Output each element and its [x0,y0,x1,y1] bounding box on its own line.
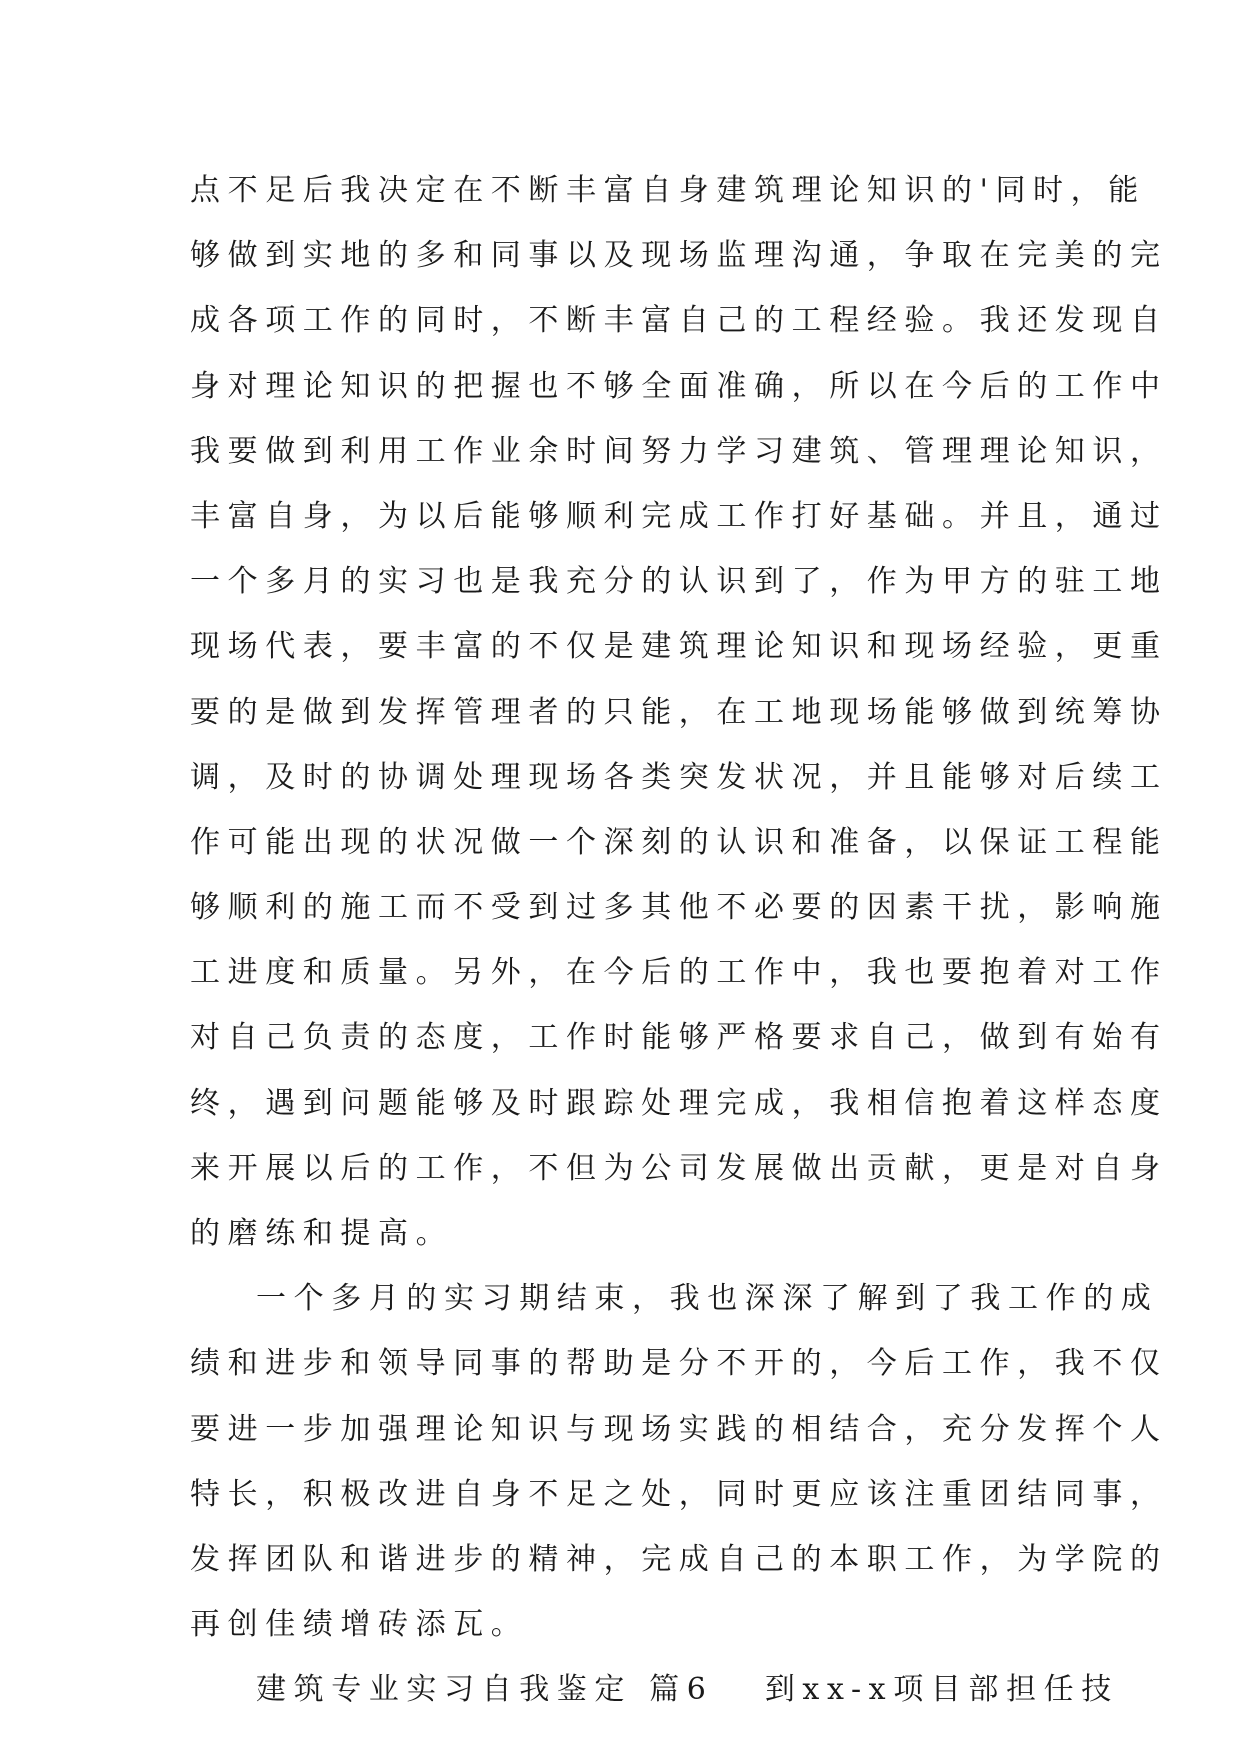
document-body [190,158,1168,1723]
text-line: 我要做到利用工作业余时间努力学习建筑、管理理论知识， [190,433,1168,469]
text-line: 终，遇到问题能够及时跟踪处理完成，我相信抱着这样态度 [190,1085,1168,1121]
text-line: 要进一步加强理论知识与现场实践的相结合，充分发挥个人 [190,1411,1168,1447]
text-line: 对自己负责的态度，工作时能够严格要求自己，做到有始有 [190,1020,1168,1056]
text-line: 丰富自身，为以后能够顺利完成工作打好基础。并且，通过 [190,498,1168,534]
text-line: 现场代表，要丰富的不仅是建筑理论知识和现场经验，更重 [190,629,1168,665]
text-line: 再创佳绩增砖添瓦。 [190,1607,529,1643]
text-line: 调，及时的协调处理现场各类突发状况，并且能够对后续工 [190,759,1168,795]
text-line: 要的是做到发挥管理者的只能，在工地现场能够做到统筹协 [190,694,1168,730]
text-line: 够顺利的施工而不受到过多其他不必要的因素干扰，影响施 [190,890,1168,926]
text-line: 发挥团队和谐进步的精神，完成自己的本职工作，为学院的 [190,1541,1168,1577]
text-line: 工进度和质量。另外，在今后的工作中，我也要抱着对工作 [190,955,1168,991]
text-line: 特长，积极改进自身不足之处，同时更应该注重团结同事， [190,1476,1168,1512]
text-line: 绩和进步和领导同事的帮助是分不开的，今后工作，我不仅 [190,1346,1168,1382]
text-line: 身对理论知识的把握也不够全面准确，所以在今后的工作中 [190,368,1168,404]
text-line: 够做到实地的多和同事以及现场监理沟通，争取在完美的完 [190,238,1168,274]
section-heading-line: 建筑专业实习自我鉴定 篇6 到xx-x项目部担任技 [256,1672,1119,1708]
text-line: 一个多月的实习也是我充分的认识到了，作为甲方的驻工地 [190,564,1168,600]
text-line: 点不足后我决定在不断丰富自身建筑理论知识的'同时，能 [190,173,1146,208]
text-line: 来开展以后的工作，不但为公司发展做出贡献，更是对自身 [190,1150,1168,1186]
text-line: 作可能出现的状况做一个深刻的认识和准备，以保证工程能 [190,824,1168,860]
text-line: 的磨练和提高。 [190,1216,454,1251]
text-line: 成各项工作的同时，不断丰富自己的工程经验。我还发现自 [190,303,1168,339]
paragraph-first-line: 一个多月的实习期结束，我也深深了解到了我工作的成 [256,1281,1159,1317]
